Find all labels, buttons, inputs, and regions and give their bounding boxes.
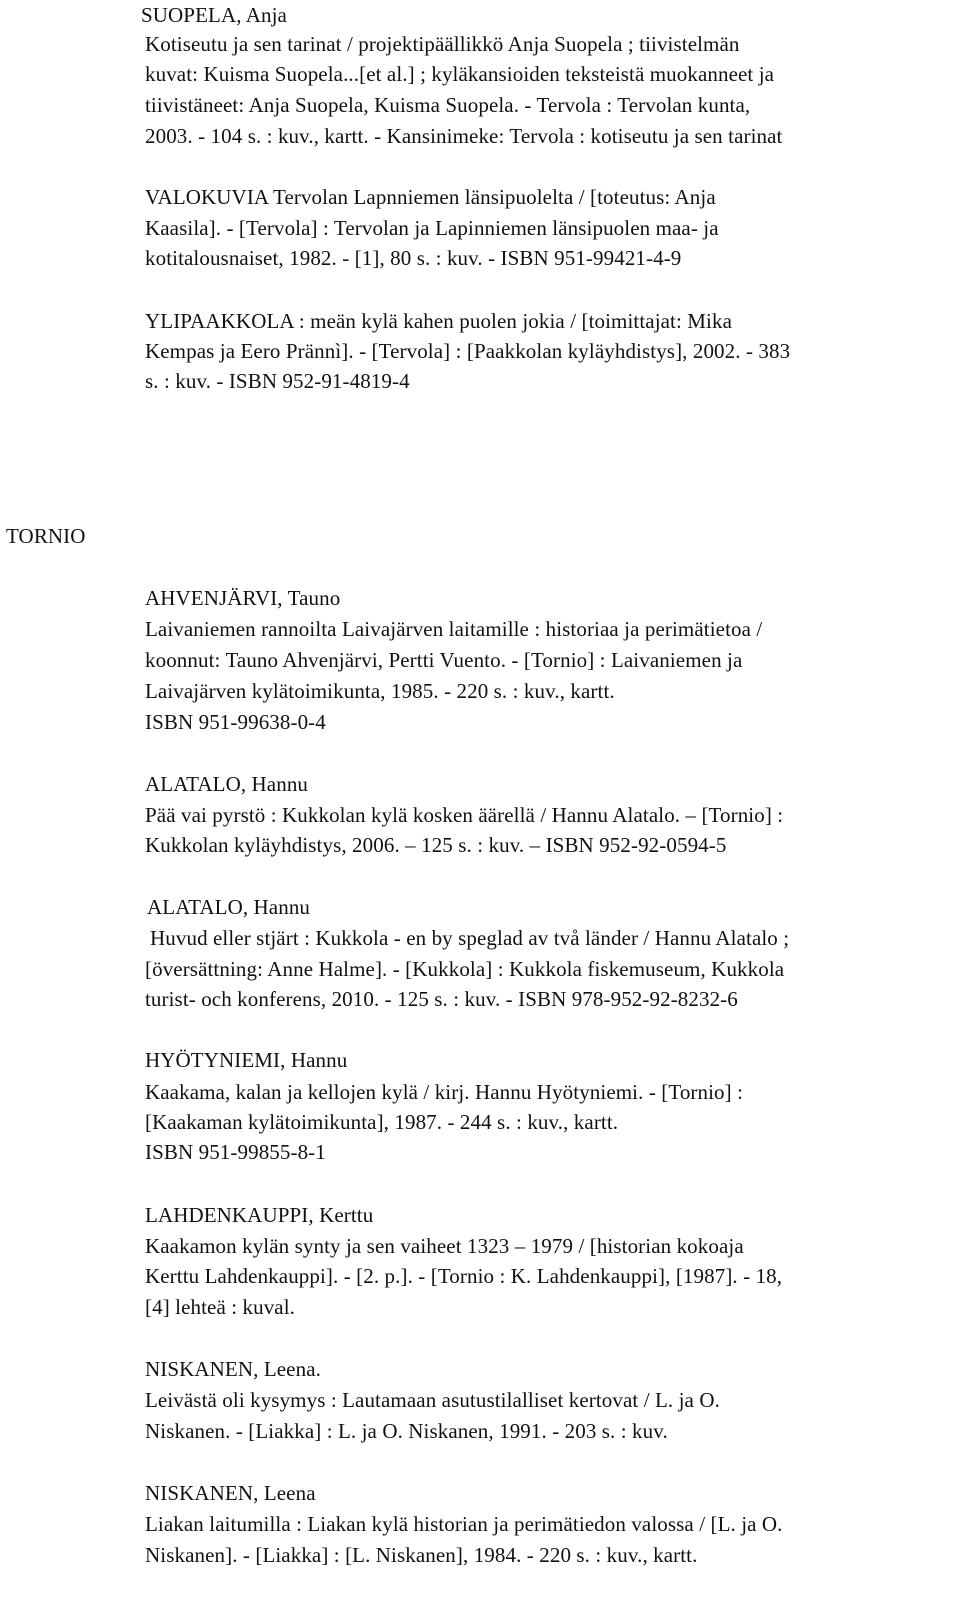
- entry-text-line: [4] lehteä : kuval.: [145, 1295, 296, 1319]
- entry-text-line: Niskanen. - [Liakka] : L. ja O. Niskanen, 1991. - 203 s. : kuv.: [145, 1419, 668, 1443]
- entry-text-line: ISBN 951-99855-8-1: [145, 1140, 326, 1164]
- entry-text-line: Laivaniemen rannoilta Laivajärven laitamille : historiaa ja perimätietoa /: [145, 617, 763, 641]
- entry-text-line: [översättning: Anne Halme]. - [Kukkola] : Kukkola fiskemuseum, Kukkola: [145, 957, 785, 981]
- entry-text-line: Kaakama, kalan ja kellojen kylä / kirj. Hannu Hyötyniemi. - [Tornio] :: [145, 1080, 744, 1104]
- entry-text-line: 2003. - 104 s. : kuv., kartt. - Kansinimeke: Tervola : kotiseutu ja sen tarinat: [145, 124, 783, 148]
- entry-text-line: tiivistäneet: Anja Suopela, Kuisma Suopela. - Tervola : Tervolan kunta,: [145, 93, 751, 117]
- entry-text-line: Kaakamon kylän synty ja sen vaiheet 1323 – 1979 / [historian kokoaja: [145, 1234, 744, 1258]
- entry-text-line: Leivästä oli kysymys : Lautamaan asutustilalliset kertovat / L. ja O.: [145, 1388, 720, 1412]
- entry-text-line: kotitalousnaiset, 1982. - [1], 80 s. : kuv. - ISBN 951-99421-4-9: [145, 246, 682, 270]
- entry-text-line: Niskanen]. - [Liakka] : [L. Niskanen], 1984. - 220 s. : kuv., kartt.: [145, 1543, 698, 1567]
- entry-text-line: kuvat: Kuisma Suopela...[et al.] ; kyläkansioiden teksteistä muokanneet ja: [145, 62, 775, 86]
- entry-text-line: Kaasila]. - [Tervola] : Tervolan ja Lapinniemen länsipuolen maa- ja: [145, 216, 719, 240]
- entry-text-line: Kukkolan kyläyhdistys, 2006. – 125 s. : kuv. – ISBN 952-92-0594-5: [145, 833, 727, 857]
- entry-author: HYÖTYNIEMI, Hannu: [145, 1048, 348, 1072]
- entry-text-line: Pää vai pyrstö : Kukkolan kylä kosken äärellä / Hannu Alatalo. – [Tornio] :: [145, 803, 784, 827]
- entry-text-line: Kotiseutu ja sen tarinat / projektipäällikkö Anja Suopela ; tiivistelmän: [145, 32, 740, 56]
- entry-author: NISKANEN, Leena.: [145, 1357, 321, 1381]
- entry-text-line: Laivajärven kylätoimikunta, 1985. - 220 s. : kuv., kartt.: [145, 679, 615, 703]
- entry-text-line: VALOKUVIA Tervolan Lapnniemen länsipuolelta / [toteutus: Anja: [145, 185, 716, 209]
- entry-text-line: koonnut: Tauno Ahvenjärvi, Pertti Vuento. - [Tornio] : Laivaniemen ja: [145, 648, 743, 672]
- entry-text-line: YLIPAAKKOLA : meän kylä kahen puolen jokia / [toimittajat: Mika: [145, 309, 733, 333]
- entry-author: AHVENJÄRVI, Tauno: [145, 586, 341, 610]
- entry-author: ALATALO, Hannu: [147, 895, 311, 919]
- entry-author: SUOPELA, Anja: [141, 3, 287, 27]
- entry-author: ALATALO, Hannu: [145, 772, 309, 796]
- entry-text-line: Kempas ja Eero Prännì]. - [Tervola] : [Paakkolan kyläyhdistys], 2002. - 383: [145, 339, 791, 363]
- entry-text-line: Kerttu Lahdenkauppi]. - [2. p.]. - [Tornio : K. Lahdenkauppi], [1987]. - 18,: [145, 1264, 783, 1288]
- entry-text-line: [Kaakaman kylätoimikunta], 1987. - 244 s. : kuv., kartt.: [145, 1110, 619, 1134]
- entry-text-line: ISBN 951-99638-0-4: [145, 710, 326, 734]
- entry-text-line: Huvud eller stjärt : Kukkola - en by speglad av två länder / Hannu Alatalo ;: [150, 926, 790, 950]
- entry-text-line: s. : kuv. - ISBN 952-91-4819-4: [145, 369, 410, 393]
- entry-author: LAHDENKAUPPI, Kerttu: [145, 1203, 374, 1227]
- section-heading: TORNIO: [6, 524, 86, 548]
- entry-text-line: Liakan laitumilla : Liakan kylä historian ja perimätiedon valossa / [L. ja O.: [145, 1512, 783, 1536]
- entry-text-line: turist- och konferens, 2010. - 125 s. : kuv. - ISBN 978-952-92-8232-6: [145, 987, 738, 1011]
- entry-author: NISKANEN, Leena: [145, 1481, 316, 1505]
